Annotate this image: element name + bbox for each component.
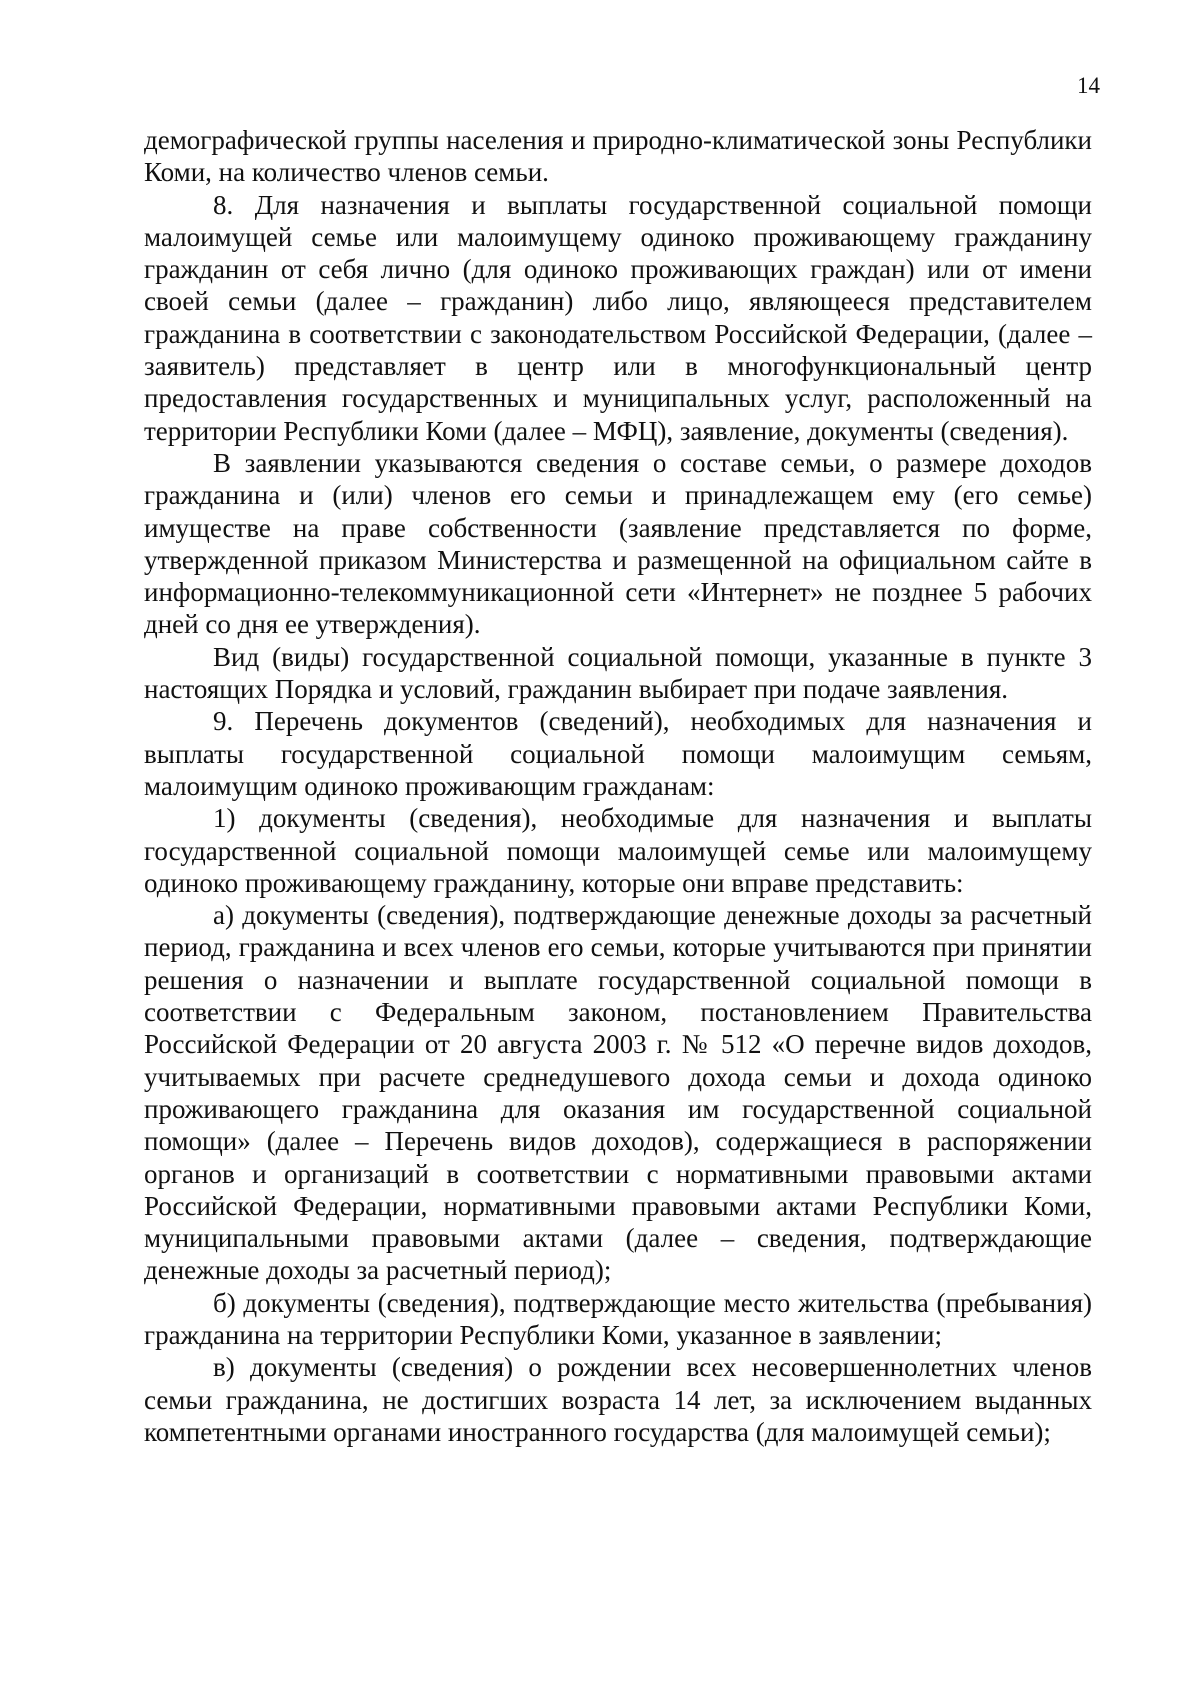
paragraph-subitem-1: 1) документы (сведения), необходимые для назначения и выплаты государственной социальной помощи малоимущей семье или малоимущему одиноко проживающему гражданину, которые они вправе представить: [144, 803, 1092, 898]
paragraph-item-8: 8. Для назначения и выплаты государственной социальной помощи малоимущей семье или малоимущему одиноко проживающему гражданину гражданин от себя лично (для одиноко проживающих граждан) или от имени своей семьи (далее – гражданин) либо лицо, являющееся представителем гражданина в соответствии с законодательством Российской Федерации, (далее – заявитель) представляет в центр или в многофункциональный центр предоставления государственных и муниципальных услуг, расположенный на территории Республики Коми (далее – МФЦ), заявление, документы (сведения). [144, 189, 1092, 446]
paragraph-subitem-v: в) документы (сведения) о рождении всех несовершеннолетних членов семьи гражданина, не достигших возраста 14 лет, за исключением выданных компетентными органами иностранного государства (для малоимущей семьи); [144, 1352, 1092, 1447]
paragraph-application-contents: В заявлении указываются сведения о составе семьи, о размере доходов гражданина и (или) членов его семьи и принадлежащем ему (его семье) имуществе на праве собственности (заявление представляется по форме, утвержденной приказом Министерства и размещенной на официальном сайте в информационно-телекоммуникационной сети «Интернет» не позднее 5 рабочих дней со дня ее утверждения). [144, 447, 1092, 640]
paragraph-item-9: 9. Перечень документов (сведений), необходимых для назначения и выплаты государственной социальной помощи малоимущим семьям, малоимущим одиноко проживающим гражданам: [144, 706, 1092, 801]
paragraph-subitem-b: б) документы (сведения), подтверждающие место жительства (пребывания) гражданина на территории Республики Коми, указанное в заявлении; [144, 1287, 1092, 1350]
paragraph-aid-types: Вид (виды) государственной социальной помощи, указанные в пункте 3 настоящих Порядка и условий, гражданин выбирает при подаче заявления. [144, 641, 1092, 705]
paragraph-subitem-a: а) документы (сведения), подтверждающие денежные доходы за расчетный период, гражданина и всех членов его семьи, которые учитываются при принятии решения о назначении и выплате государственной социальной помощи в соответствии с Федеральным законом, постановлением Правительства Российской Федерации от 20 августа 2003 г. № 512 «О перечне видов доходов, учитываемых при расчете среднедушевого дохода семьи и дохода одиноко проживающего гражданина для оказания им государственной социальной помощи» (далее – Перечень видов доходов), содержащиеся в распоряжении органов и организаций в соответствии с нормативными правовыми актами Российской Федерации, нормативными правовыми актами Республики Коми, муниципальными правовыми актами (далее – сведения, подтверждающие денежные доходы за расчетный период); [144, 900, 1092, 1286]
page-number: 14 [1077, 73, 1100, 98]
document-body [144, 124, 1092, 1448]
paragraph-continuation: демографической группы населения и природно-климатической зоны Республики Коми, на количество членов семьи. [144, 125, 1092, 188]
